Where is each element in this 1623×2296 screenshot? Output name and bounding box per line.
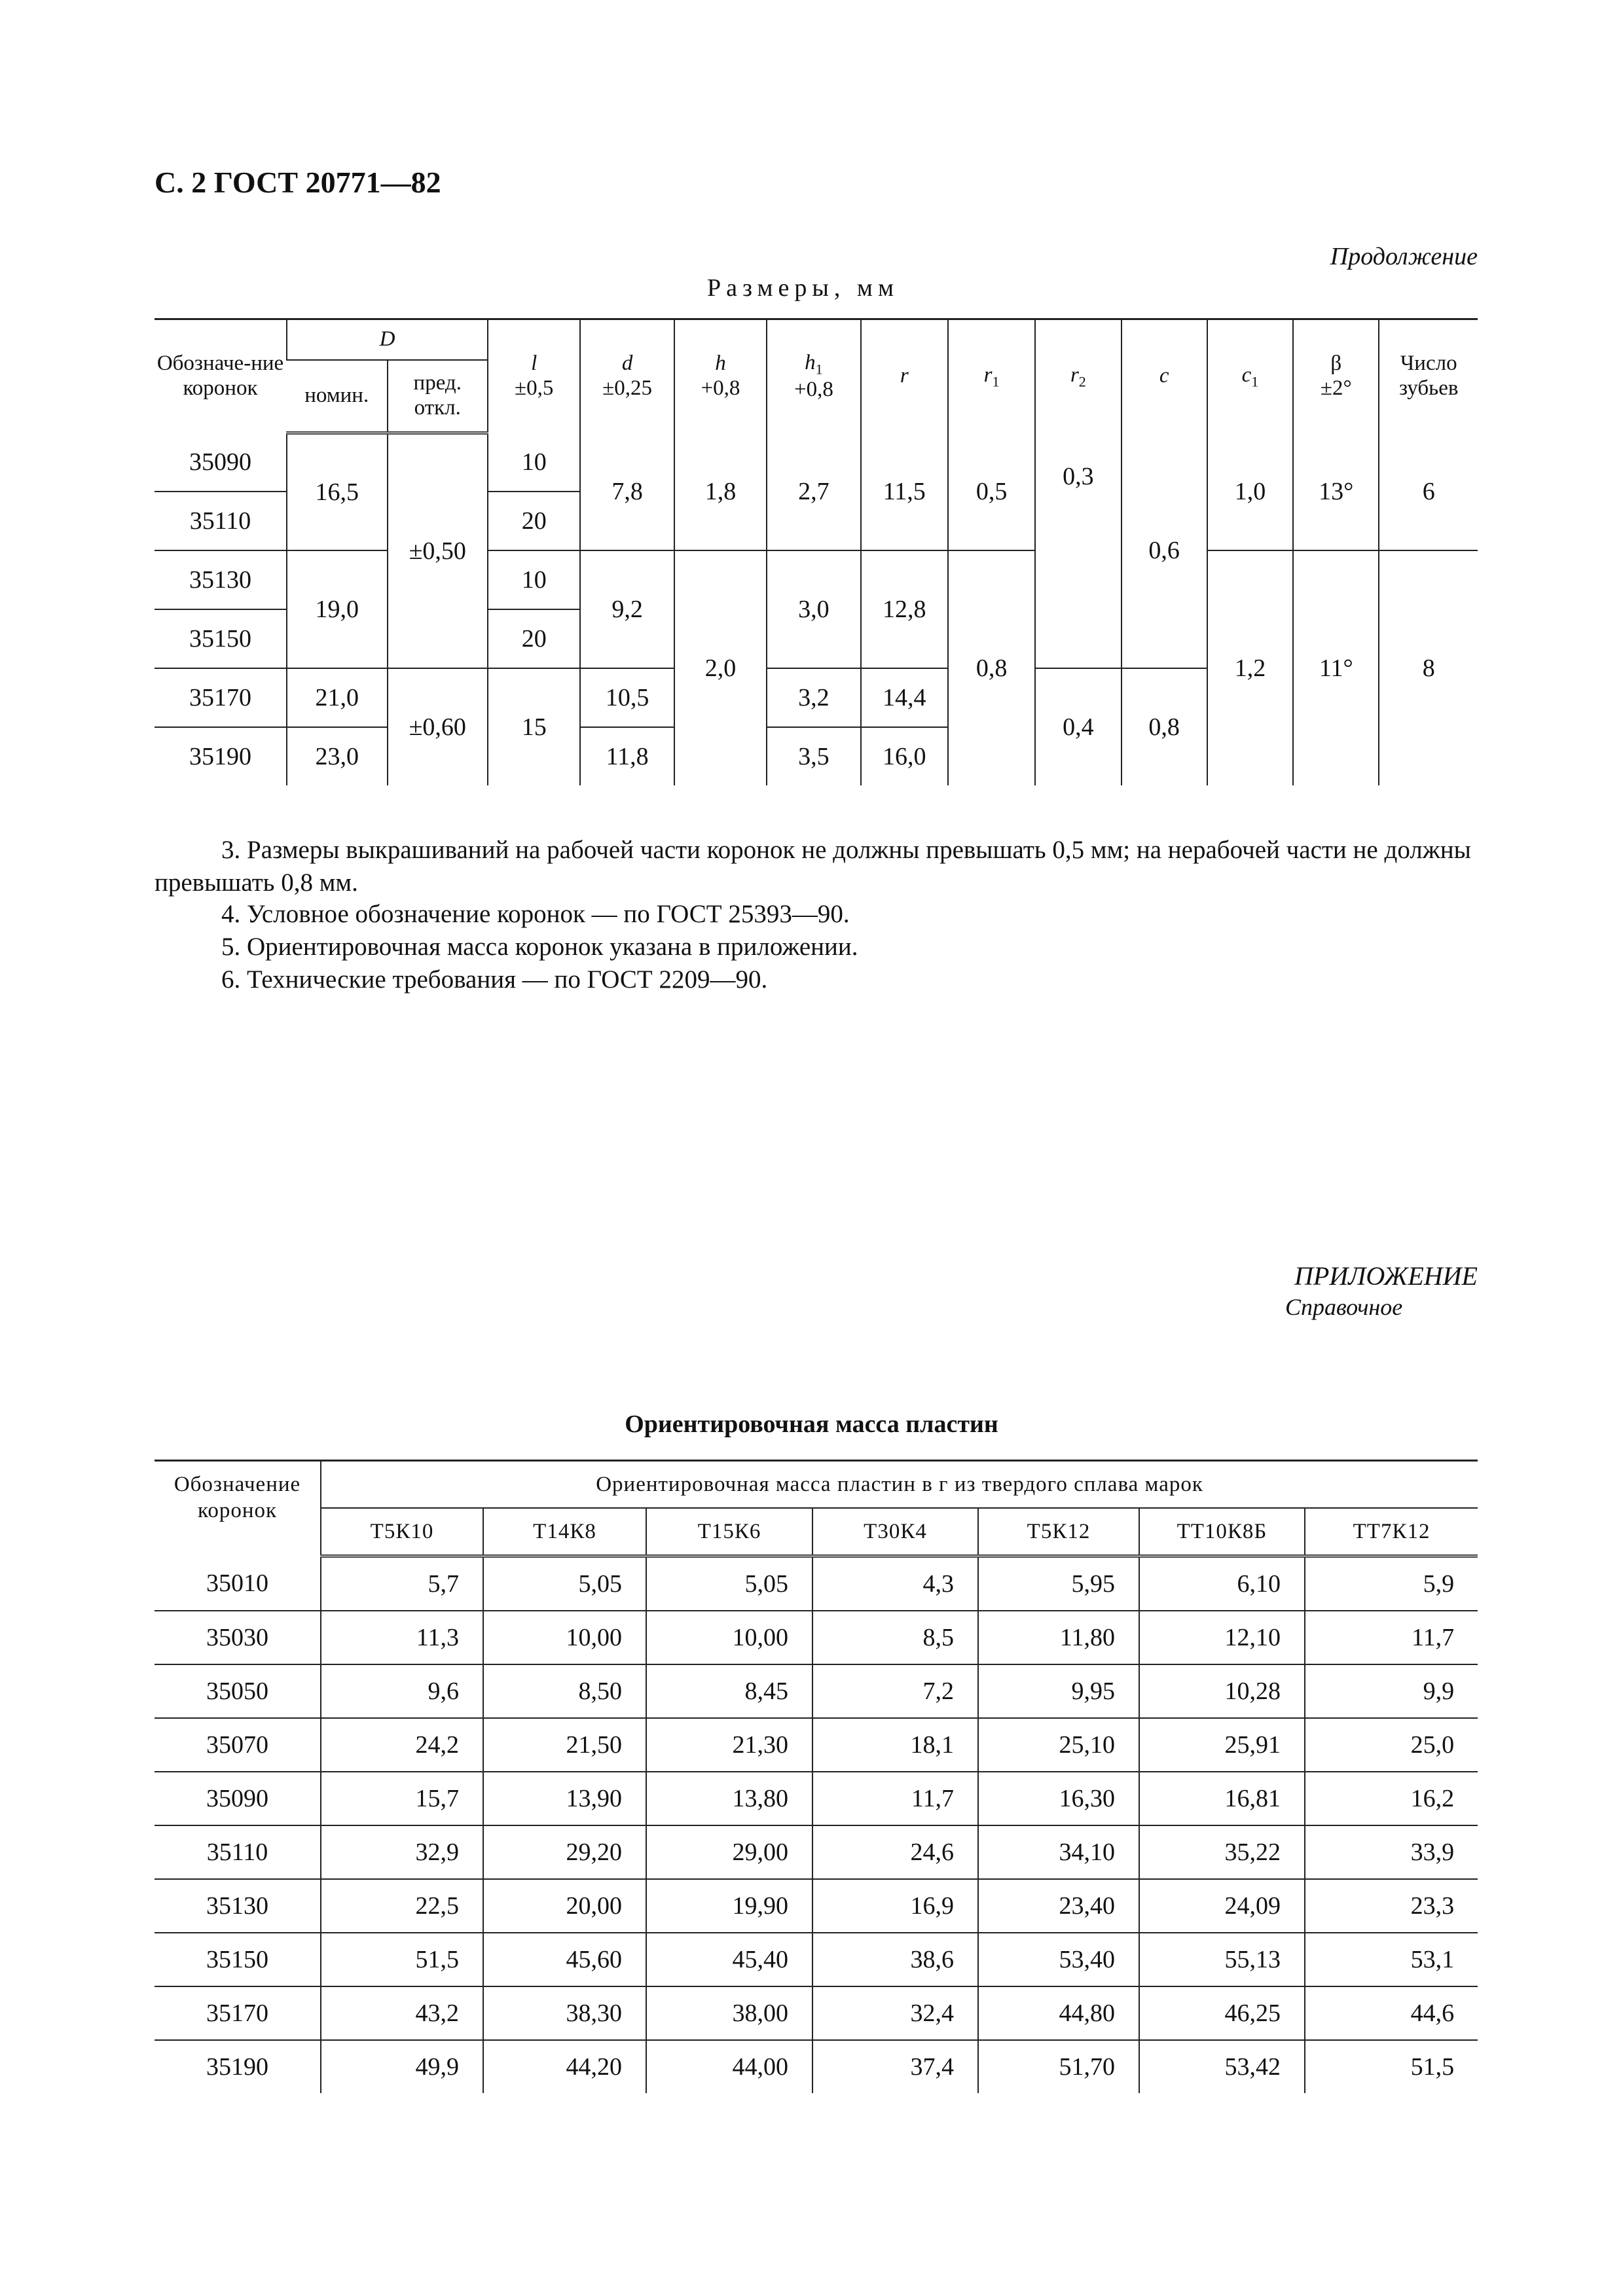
mass-cell: 8,5 [812,1611,978,1664]
mass-cell: 51,70 [978,2040,1139,2093]
header-D: D [287,319,488,361]
r-cell: 14,4 [861,668,948,727]
header-r1-sub: 1 [992,373,1000,390]
mass-cell: 20,00 [483,1879,646,1933]
mass-cell: 51,5 [1305,2040,1478,2093]
c-cell: 0,8 [1122,668,1207,785]
mass-cell: 25,91 [1139,1718,1305,1772]
dimensions-table [155,318,1478,785]
header-h-tol: +0,8 [701,376,740,401]
mass-cell: 21,50 [483,1718,646,1772]
header-beta-symbol: β [1330,351,1342,376]
mass-cell: 35,22 [1139,1825,1305,1879]
teeth-cell: 6 [1379,433,1478,550]
mass-cell: 32,9 [321,1825,483,1879]
mass-cell: 11,3 [321,1611,483,1664]
h1-cell: 3,2 [767,668,860,727]
mass-cell: 38,00 [646,1986,812,2040]
table-row [155,1986,1478,2040]
mass-cell: 9,9 [1305,1664,1478,1718]
mass-cell: 38,6 [812,1933,978,1986]
mass-cell: 45,60 [483,1933,646,1986]
mass-cell: 51,5 [321,1933,483,1986]
mass-cell: 5,7 [321,1556,483,1611]
header-designation: Обозначе-ние коронок [155,319,287,433]
code-cell: 35010 [206,1569,268,1597]
header-col-3: Т30К4 [812,1508,978,1556]
mass-cell: 23,3 [1305,1879,1478,1933]
table-row [155,1825,1478,1879]
header-col-2: Т15К6 [646,1508,812,1556]
header-r1-symbol: r [983,363,993,387]
note-4: 4. Условное обозначение коронок — по ГОСТ 25393—90. [221,900,850,928]
c1-cell: 1,2 [1207,550,1293,785]
code-cell: 35170 [155,668,287,727]
header-h1-sub: 1 [815,361,823,378]
code-cell: 35130 [155,1879,321,1933]
mass-cell: 4,3 [812,1556,978,1611]
h1-cell: 3,5 [767,727,860,785]
mass-cell: 25,0 [1305,1718,1478,1772]
mass-cell: 24,2 [321,1718,483,1772]
mass-cell: 53,40 [978,1933,1139,1986]
header-h1 [767,319,860,433]
mass-cell: 10,00 [483,1611,646,1664]
code-cell: 35130 [155,550,287,609]
D-nom-cell: 16,5 [287,433,388,550]
mass-cell: 5,95 [978,1556,1139,1611]
mass-table [155,1460,1478,2093]
mass-cell: 12,10 [1139,1611,1305,1664]
mass-cell: 38,30 [483,1986,646,2040]
header-c [1122,319,1207,433]
mass-cell: 9,6 [321,1664,483,1718]
table-row [155,1664,1478,1718]
mass-cell: 7,2 [812,1664,978,1718]
mass-cell: 8,50 [483,1664,646,1718]
r-cell: 11,5 [861,433,948,550]
header-d [580,319,674,433]
d-cell: 11,8 [580,727,674,785]
sizes-label: Размеры, мм [707,274,900,302]
header-h1-symbol: h [805,350,816,374]
mass-cell: 29,20 [483,1825,646,1879]
l-cell: 10 [488,433,580,492]
header-l-tol: ±0,5 [515,376,554,401]
header-d-symbol: d [621,351,633,376]
continuation-label: Продолжение [1330,243,1478,270]
mass-cell: 24,6 [812,1825,978,1879]
mass-cell: 11,7 [812,1772,978,1825]
mass-cell: 11,7 [1305,1611,1478,1664]
code-cell: 35090 [189,448,251,476]
d-cell: 10,5 [580,668,674,727]
mass-cell: 5,9 [1305,1556,1478,1611]
header-l [488,319,580,433]
l-cell: 10 [488,550,580,609]
table-row [155,1718,1478,1772]
table-row [155,1879,1478,1933]
mass-cell: 9,95 [978,1664,1139,1718]
mass-cell: 23,40 [978,1879,1139,1933]
table-row [155,1611,1478,1664]
D-nom-cell: 21,0 [287,668,388,727]
d-cell: 7,8 [580,433,674,550]
mass-cell: 46,25 [1139,1986,1305,2040]
mass-cell: 29,00 [646,1825,812,1879]
l-cell: 20 [488,609,580,668]
mass-cell: 13,90 [483,1772,646,1825]
header-D-dev: пред. откл. [388,360,488,433]
h1-cell: 2,7 [767,433,860,550]
mass-cell: 45,40 [646,1933,812,1986]
mass-cell: 33,9 [1305,1825,1478,1879]
D-dev-cell: ±0,60 [388,668,488,785]
c1-cell: 1,0 [1207,433,1293,550]
mass-cell: 21,30 [646,1718,812,1772]
D-nom-cell: 23,0 [287,727,388,785]
header-teeth: Число зубьев [1379,319,1478,433]
code-cell: 35070 [155,1718,321,1772]
l-cell: 20 [488,492,580,550]
teeth-cell: 8 [1379,550,1478,785]
code-cell: 35090 [155,1772,321,1825]
header-r2 [1035,319,1121,433]
table-row [155,1772,1478,1825]
D-nom-cell: 19,0 [287,550,388,668]
header-c-symbol: c [1159,364,1169,388]
mass-cell: 24,09 [1139,1879,1305,1933]
mass-cell: 8,45 [646,1664,812,1718]
mass-cell: 16,30 [978,1772,1139,1825]
mass-cell: 16,2 [1305,1772,1478,1825]
header-designation: Обозначение коронок [155,1461,321,1556]
r-cell: 12,8 [861,550,948,668]
header-d-tol: ±0,25 [602,376,653,401]
appendix-title: ПРИЛОЖЕНИЕ [1294,1261,1478,1291]
header-r1 [948,319,1035,433]
header-beta [1293,319,1379,433]
r2-cell: 0,3 [1035,433,1121,668]
header-h1-tol: +0,8 [793,377,833,401]
r1-cell: 0,5 [948,433,1035,550]
table-row [155,2040,1478,2093]
mass-cell: 13,80 [646,1772,812,1825]
r-cell: 16,0 [861,727,948,785]
header-col-4: Т5К12 [978,1508,1139,1556]
d-cell: 9,2 [580,550,674,668]
mass-cell: 16,81 [1139,1772,1305,1825]
mass-cell: 10,00 [646,1611,812,1664]
r2-cell: 0,4 [1035,668,1121,785]
header-h [674,319,767,433]
header-l-symbol: l [531,351,538,376]
h1-cell: 3,0 [767,550,860,668]
header-D-nom: номин. [287,360,388,433]
mass-cell: 44,20 [483,2040,646,2093]
code-cell: 35190 [155,727,287,785]
mass-cell: 53,42 [1139,2040,1305,2093]
mass-cell: 10,28 [1139,1664,1305,1718]
table-row [155,1933,1478,1986]
mass-cell: 53,1 [1305,1933,1478,1986]
header-h-symbol: h [715,351,726,376]
mass-cell: 44,00 [646,2040,812,2093]
mass-cell: 37,4 [812,2040,978,2093]
D-dev-cell: ±0,50 [388,433,488,668]
header-r-symbol: r [900,364,909,388]
mass-cell: 32,4 [812,1986,978,2040]
mass-cell: 5,05 [646,1556,812,1611]
code-cell: 35050 [155,1664,321,1718]
r1-cell: 0,8 [948,550,1035,785]
page-header: С. 2 ГОСТ 20771—82 [155,166,441,199]
header-col-1: Т14К8 [483,1508,646,1556]
header-c1 [1207,319,1293,433]
header-r2-sub: 2 [1078,373,1086,390]
mass-cell: 16,9 [812,1879,978,1933]
mass-cell: 19,90 [646,1879,812,1933]
note-3: 3. Размеры выкрашиваний на рабочей части коронок не должны превышать 0,5 мм; на нерабочей части не должны превышать 0,8 мм. [155,836,1471,897]
c-cell: 0,6 [1122,433,1207,668]
header-col-0: Т5К10 [321,1508,483,1556]
code-cell: 35150 [155,1933,321,1986]
mass-cell: 49,9 [321,2040,483,2093]
l-cell: 15 [488,668,580,785]
mass-cell: 44,80 [978,1986,1139,2040]
table-row [155,1556,1478,1611]
mass-table-title: Ориентировочная масса пластин [625,1410,998,1438]
beta-cell: 11° [1293,550,1379,785]
header-r2-symbol: r [1070,363,1079,387]
mass-cell: 25,10 [978,1718,1139,1772]
header-c1-sub: 1 [1251,373,1259,390]
h-cell: 2,0 [674,550,767,785]
h-cell: 1,8 [674,433,767,550]
header-group: Ориентировочная масса пластин в г из твердого сплава марок [321,1461,1478,1509]
header-c1-symbol: c [1241,363,1252,387]
mass-cell: 55,13 [1139,1933,1305,1986]
mass-cell: 11,80 [978,1611,1139,1664]
header-r [861,319,948,433]
mass-cell: 15,7 [321,1772,483,1825]
header-col-6: ТТ7К12 [1305,1508,1478,1556]
mass-cell: 22,5 [321,1879,483,1933]
code-cell: 35110 [155,492,287,550]
code-cell: 35030 [155,1611,321,1664]
code-cell: 35170 [155,1986,321,2040]
note-6: 6. Технические требования — по ГОСТ 2209—90. [221,965,768,994]
mass-cell: 18,1 [812,1718,978,1772]
mass-cell: 6,10 [1139,1556,1305,1611]
header-beta-tol: ±2° [1320,376,1352,401]
mass-cell: 5,05 [483,1556,646,1611]
mass-cell: 34,10 [978,1825,1139,1879]
appendix-subtitle: Справочное [1285,1294,1403,1320]
mass-cell: 44,6 [1305,1986,1478,2040]
mass-cell: 43,2 [321,1986,483,2040]
header-col-5: ТТ10К8Б [1139,1508,1305,1556]
code-cell: 35150 [155,609,287,668]
note-5: 5. Ориентировочная масса коронок указана в приложении. [221,933,858,961]
beta-cell: 13° [1293,433,1379,550]
code-cell: 35110 [155,1825,321,1879]
code-cell: 35190 [155,2040,321,2093]
